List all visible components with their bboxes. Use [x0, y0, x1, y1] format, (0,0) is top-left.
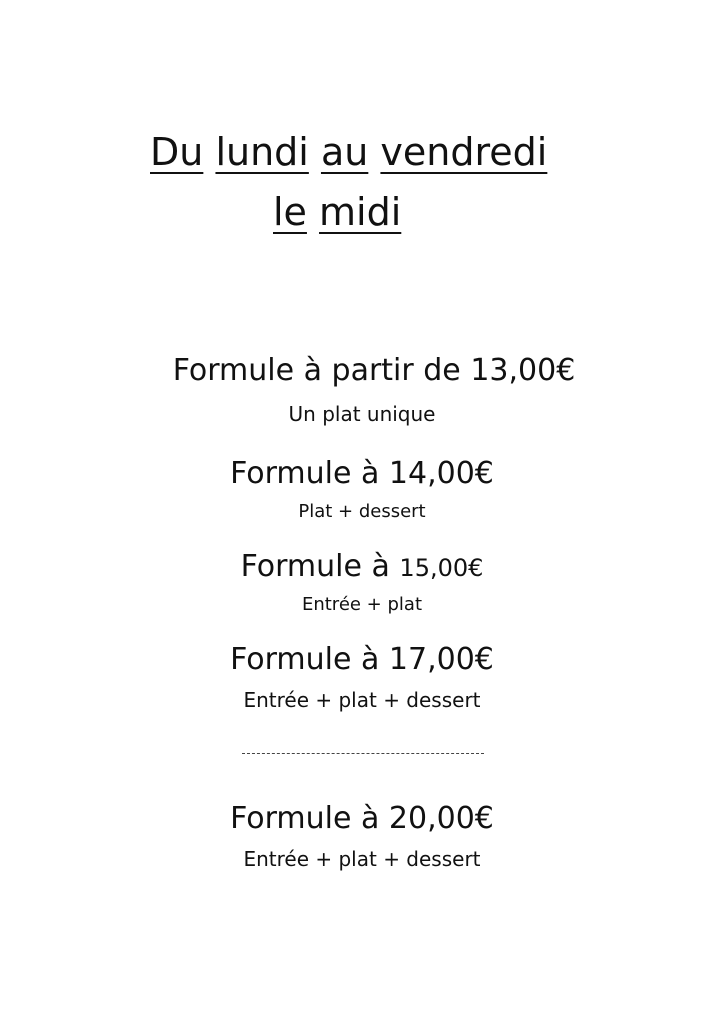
title-word: au — [320, 130, 369, 174]
formula-heading — [0, 642, 724, 677]
formula-heading — [0, 353, 724, 388]
title-word: le — [273, 190, 307, 234]
formula-description: Un plat unique — [288, 402, 436, 426]
formula-price: 14,00€ — [388, 456, 494, 491]
formula-price: 13,00€ — [470, 353, 576, 388]
formula-heading — [0, 549, 724, 584]
formula-prefix: Formule à partir de — [172, 353, 471, 388]
formula-heading — [0, 456, 724, 491]
formula-description: Plat + dessert — [298, 501, 426, 522]
title-line-2 — [273, 190, 402, 234]
title-word: vendredi — [380, 130, 548, 174]
formula-description: Entrée + plat — [301, 594, 423, 615]
formula-price: 15,00€ — [399, 554, 484, 582]
title-line-1 — [150, 130, 548, 174]
formula-prefix: Formule à — [230, 456, 389, 491]
formula-prefix: Formule à — [230, 801, 389, 836]
formula-price: 17,00€ — [388, 642, 494, 677]
formula-description: Entrée + plat + dessert — [243, 688, 481, 712]
title-word: lundi — [215, 130, 309, 174]
formula-description: Entrée + plat + dessert — [243, 847, 481, 871]
formula-prefix: Formule à — [240, 549, 400, 584]
title-word: Du — [150, 130, 204, 174]
separator-line — [242, 753, 484, 754]
formula-heading — [0, 801, 724, 836]
formula-prefix: Formule à — [230, 642, 389, 677]
title-word: midi — [319, 190, 402, 234]
formula-price: 20,00€ — [388, 801, 494, 836]
